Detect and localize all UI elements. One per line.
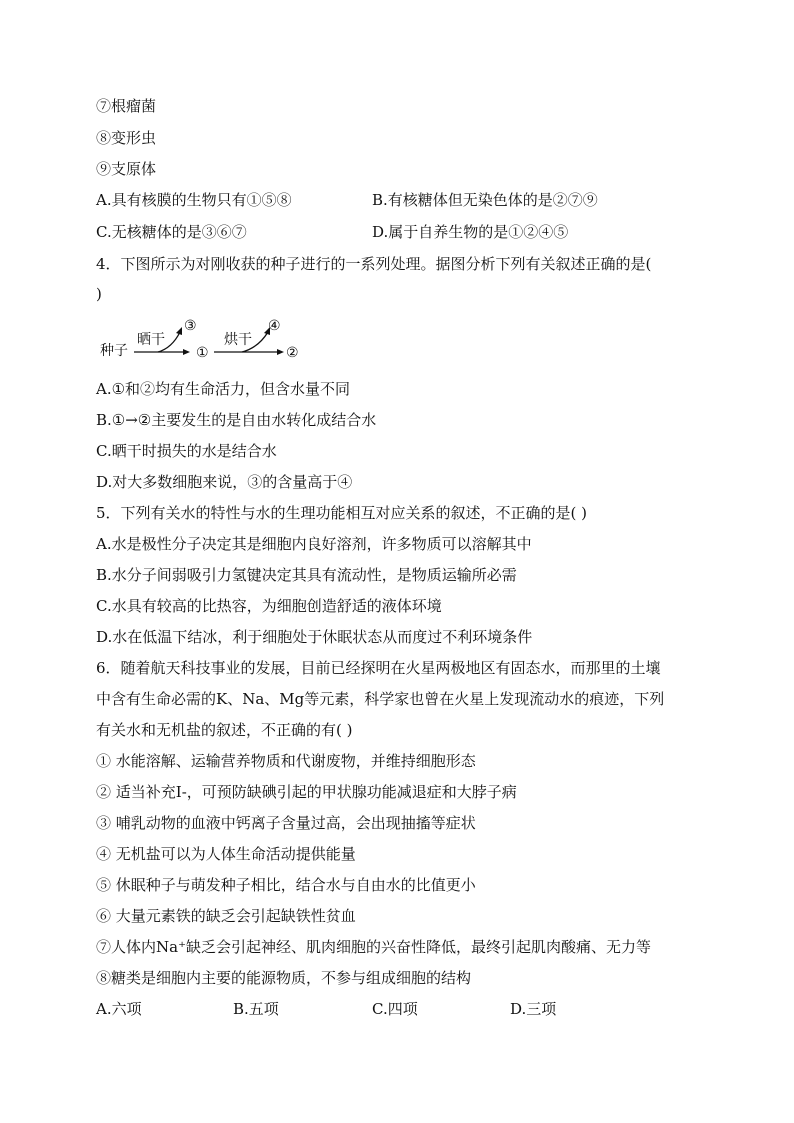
option-9: ⑨支原体 <box>96 160 157 178</box>
q4-option-b: B.①→②主要发生的是自由水转化成结合水 <box>96 411 377 429</box>
node-2-label: ② <box>286 345 299 361</box>
question-6-stem-2: 中含有生命必需的K、Na、Mg等元素，科学家也曾在火星上发现流动水的痕迹，下列 <box>96 690 665 708</box>
question-4-stem: 4．下图所示为对刚收获的种子进行的一系列处理。据图分析下列有关叙述正确的是( <box>96 255 652 273</box>
q5-option-d: D.水在低温下结冰，利于细胞处于休眠状态从而度过不利环境条件 <box>96 628 533 646</box>
seed-drying-diagram <box>100 318 320 368</box>
question-6-stem-3: 有关水和无机盐的叙述，不正确的有( ) <box>96 721 353 739</box>
sun-dry-label: 晒干 <box>137 332 165 348</box>
node-3-label: ③ <box>184 318 197 334</box>
statement-3: ③ 哺乳动物的血液中钙离子含量过高，会出现抽搐等症状 <box>96 814 476 832</box>
node-1-label: ① <box>196 345 209 361</box>
option-8: ⑧变形虫 <box>96 129 157 147</box>
q6-option-b: B.五项 <box>233 1000 279 1018</box>
statement-7: ⑦人体内Na⁺缺乏会引起神经、肌肉细胞的兴奋性降低，最终引起肌肉酸痛、无力等 <box>96 938 651 956</box>
node-4-label: ④ <box>268 318 281 334</box>
q3-option-d: D.属于自养生物的是①②④⑤ <box>372 223 569 241</box>
q3-option-b: B.有核糖体但无染色体的是②⑦⑨ <box>372 191 598 209</box>
statement-4: ④ 无机盐可以为人体生命活动提供能量 <box>96 845 356 863</box>
question-5-stem: 5．下列有关水的特性与水的生理功能相互对应关系的叙述，不正确的是( ) <box>96 504 588 522</box>
bake-label: 烘干 <box>224 332 252 348</box>
q4-option-c: C.晒干时损失的水是结合水 <box>96 442 277 460</box>
q5-option-a: A.水是极性分子决定其是细胞内良好溶剂，许多物质可以溶解其中 <box>96 535 532 553</box>
q3-option-c: C.无核糖体的是③⑥⑦ <box>96 223 247 241</box>
statement-2: ② 适当补充I-，可预防缺碘引起的甲状腺功能减退症和大脖子病 <box>96 783 517 801</box>
q5-option-b: B.水分子间弱吸引力氢键决定其具有流动性，是物质运输所必需 <box>96 566 517 584</box>
question-4-stem-end: ) <box>96 285 102 303</box>
statement-5: ⑤ 休眠种子与萌发种子相比，结合水与自由水的比值更小 <box>96 876 476 894</box>
q6-option-c: C.四项 <box>372 1000 418 1018</box>
q3-option-a: A.具有核膜的生物只有①⑤⑧ <box>96 191 292 209</box>
option-7: ⑦根瘤菌 <box>96 97 157 115</box>
question-6-stem-1: 6．随着航天科技事业的发展，目前已经探明在火星两极地区有固态水，而那里的土壤 <box>96 659 661 677</box>
statement-8: ⑧糖类是细胞内主要的能源物质，不参与组成细胞的结构 <box>96 969 472 987</box>
q5-option-c: C.水具有较高的比热容，为细胞创造舒适的液体环境 <box>96 597 442 615</box>
statement-6: ⑥ 大量元素铁的缺乏会引起缺铁性贫血 <box>96 907 356 925</box>
q6-option-d: D.三项 <box>510 1000 557 1018</box>
q4-option-d: D.对大多数细胞来说，③的含量高于④ <box>96 473 353 491</box>
q4-option-a: A.①和②均有生命活力，但含水量不同 <box>96 380 351 398</box>
seed-label: 种子 <box>100 343 128 359</box>
statement-1: ① 水能溶解、运输营养物质和代谢废物，并维持细胞形态 <box>96 752 476 770</box>
q6-option-a: A.六项 <box>96 1000 142 1018</box>
